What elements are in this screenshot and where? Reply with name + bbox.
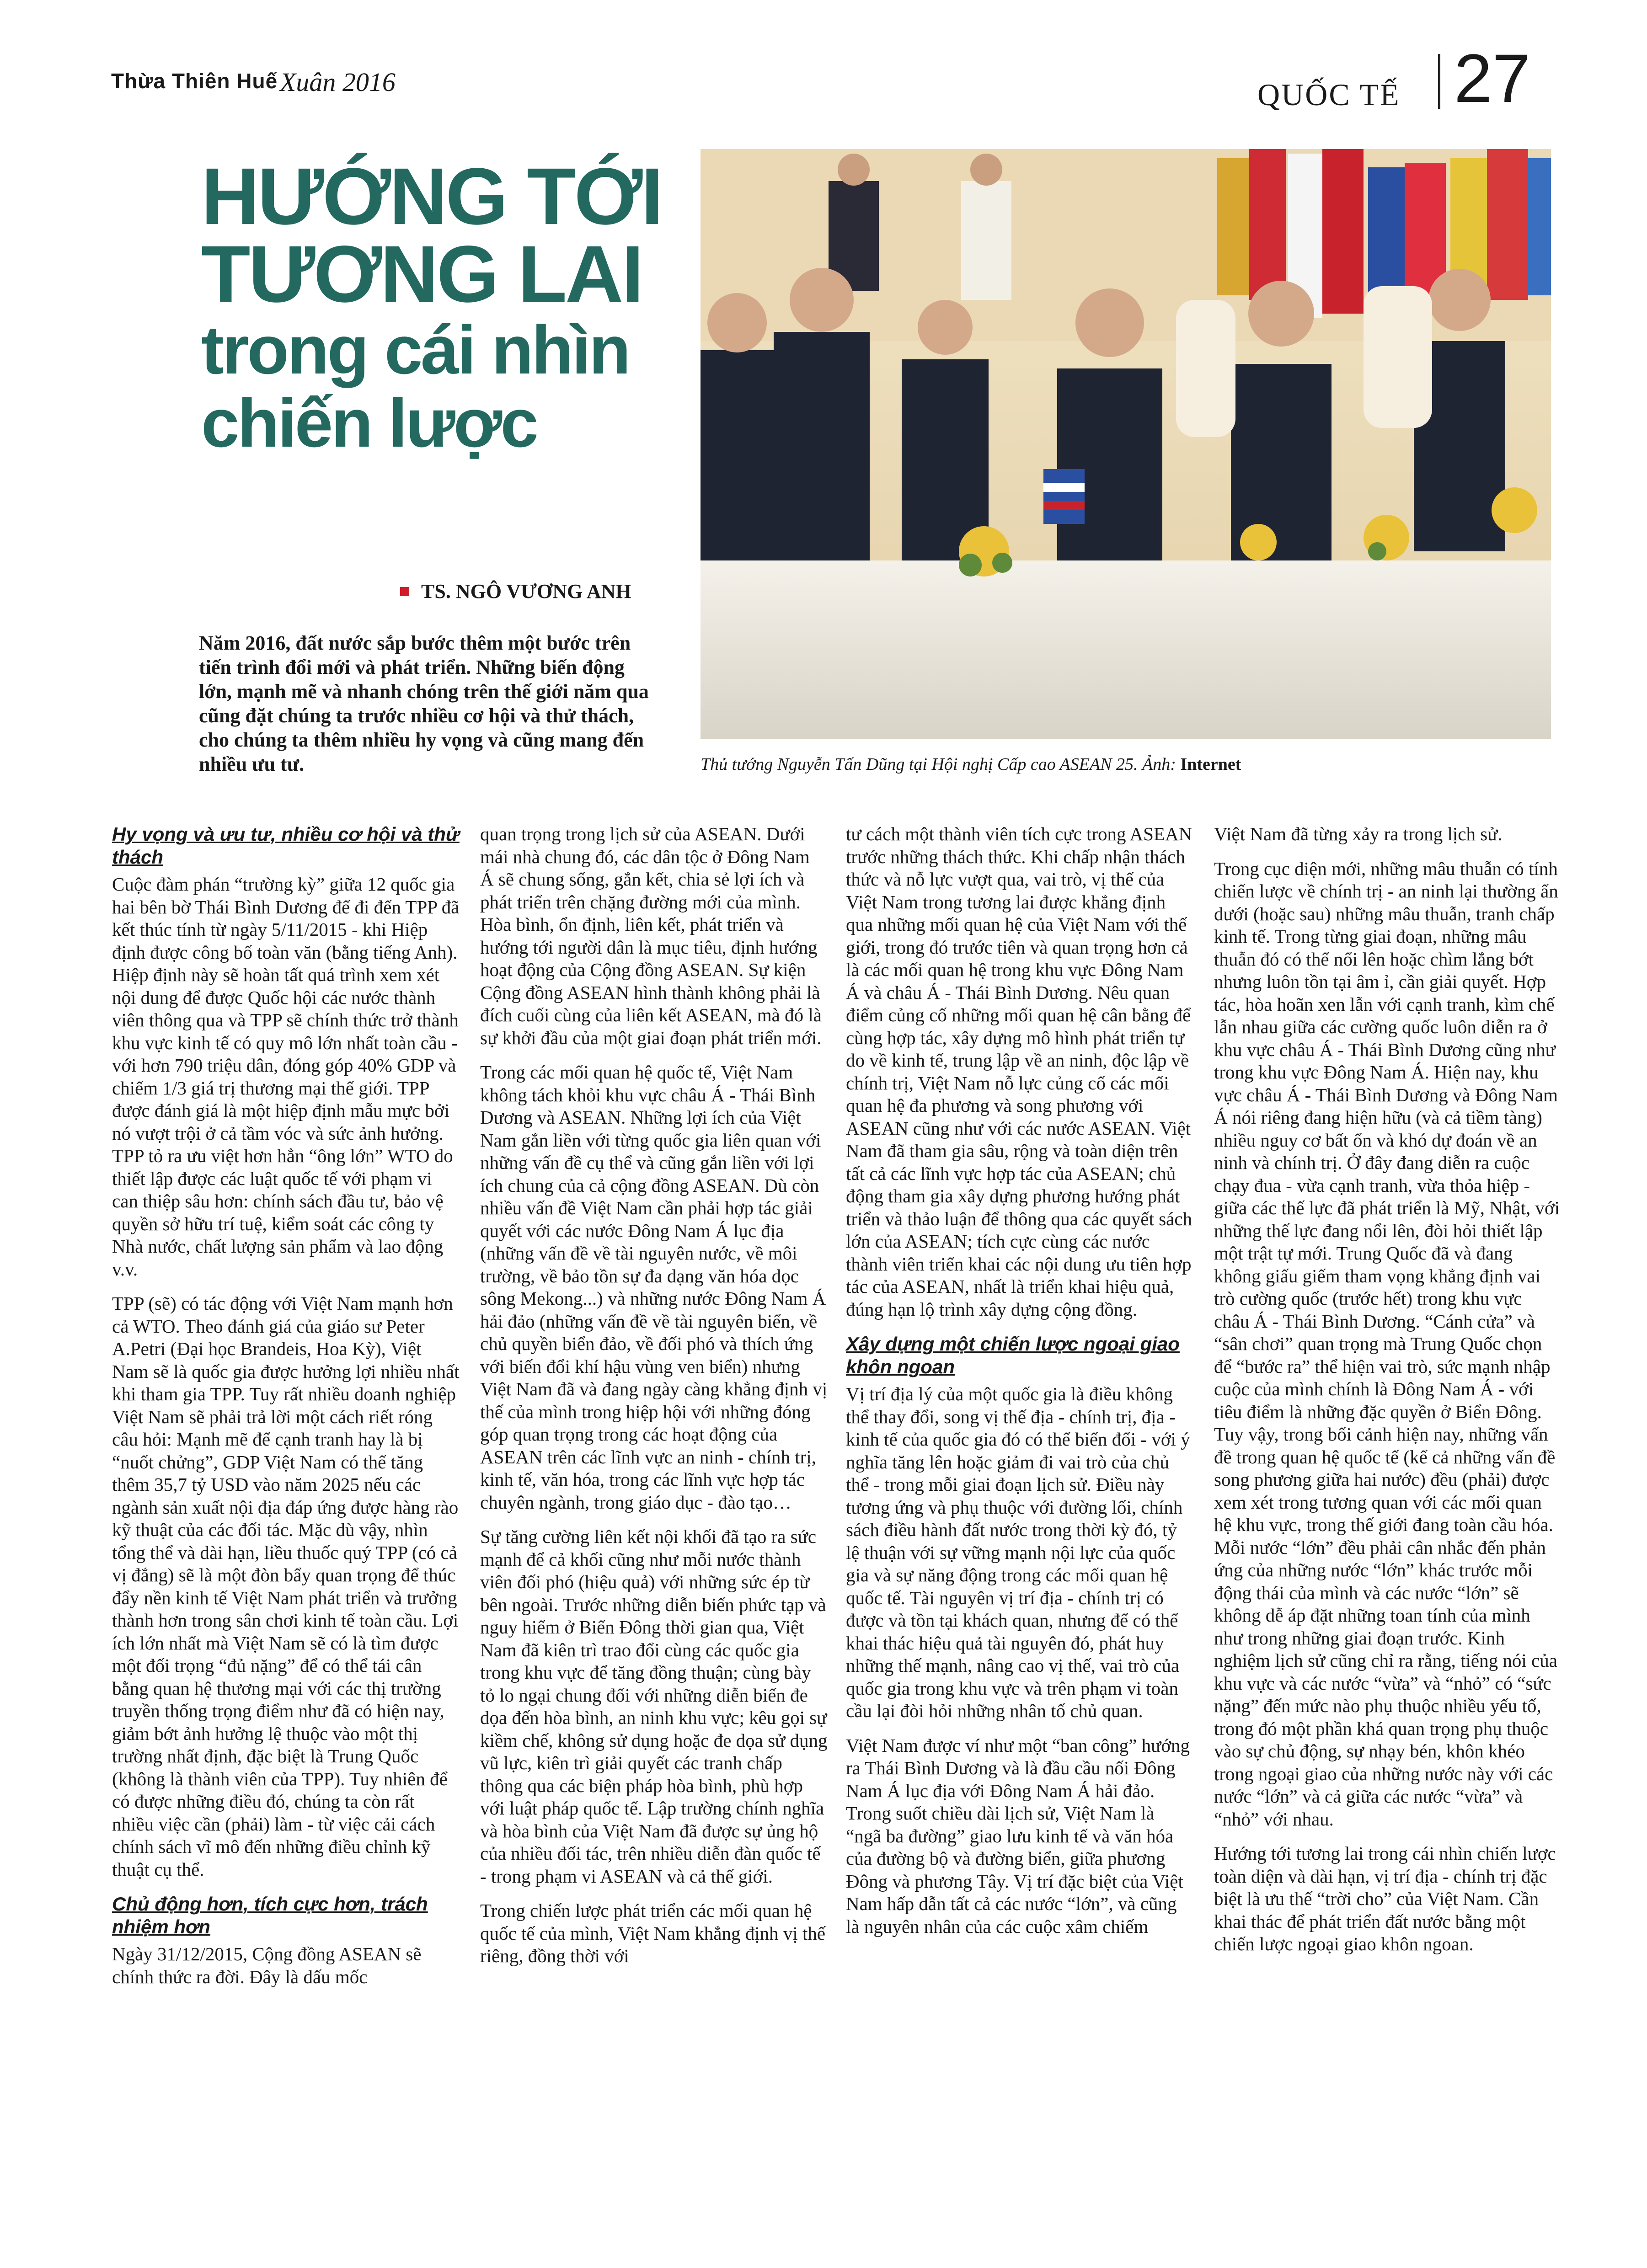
body-column-3	[846, 823, 1193, 1950]
page-number: 27	[1454, 40, 1530, 117]
title-line-4: chiến lược	[201, 384, 537, 461]
subheading-diplomatic-strategy: Xây dựng một chiến lược ngoại giao khôn ngoan	[846, 1333, 1180, 1377]
publication-name: Thừa Thiên Huế	[111, 69, 278, 93]
paragraph: Trong cục diện mới, những mâu thuẫn có tính chiến lược về chính trị - an ninh lại thường ẩn dưới (hoặc sau) những mâu thuẫn, tranh chấp kinh tế. Trong từng giai đoạn, những mâu thuẫn đó có thể nổi lên hoặc chìm lắng bớt nhưng luôn tồn tại âm ỉ, cần giải quyết. Hợp tác, hòa hoãn xen lẫn với cạnh tranh, kìm chế lẫn nhau giữa các cường quốc luôn diễn ra ở khu vực châu Á - Thái Bình Dương cũng như trong khu vực Đông Nam Á. Hiện nay, khu vực châu Á - Thái Bình Dương và Đông Nam Á nói riêng đang hiện hữu (và cả tiềm tàng) nhiều nguy cơ bất ổn và khó dự đoán về an ninh và chính trị. Ở đây đang diễn ra cuộc chạy đua - vừa cạnh tranh, vừa thỏa hiệp - giữa các thế lực đã phát triển là Mỹ, Nhật, với những thế lực đang nổi lên, đòi hỏi thiết lập một trật tự mới. Trung Quốc đã và đang không giấu giếm tham vọng khẳng định vai trò cường quốc (trước hết) trong khu vực châu Á - Thái Bình Dương. “Cánh cửa” và “sân chơi” quan trọng mà Trung Quốc chọn để “bước ra” thể hiện vai trò, sức mạnh nhập cuộc của mình chính là Đông Nam Á - với tiêu điểm là những đặc quyền ở Biển Đông. Tuy vậy, trong bối cảnh hiện nay, những vấn đề trong quan hệ quốc tế (kể cả những vấn đề song phương giữa hai nước) đều (phải) được xem xét trong tương quan với các mối quan hệ khu vực, trong thế giới đang toàn cầu hóa. Mỗi nước “lớn” đều phải cân nhắc đến phản ứng của những nước “lớn” khác trước mỗi động thái của mình và các nước “lớn” sẽ không dễ áp đặt những toan tính của mình như trong những giai đoạn trước. Kinh nghiệm lịch sử cũng chỉ ra rằng, tiếng nói của khu vực và các nước “vừa” và “nhỏ” có “sức nặng” đến mức nào phụ thuộc nhiều yếu tố, trong đó một phần khá quan trọng phụ thuộc vào sự chủ động, sự nhạy bén, khôn khéo trong ngoại giao của những nước này với các nước “lớn” và cả giữa các nước “vừa” và “nhỏ” với nhau.	[1214, 858, 1560, 1830]
summit-photo	[701, 149, 1551, 739]
title-line-1: HƯỚNG TỚI	[201, 152, 662, 241]
paragraph: Ngày 31/12/2015, Cộng đồng ASEAN sẽ chính thức ra đời. Đây là dấu mốc	[112, 1943, 422, 1987]
section-label: QUỐC TẾ	[1257, 77, 1401, 112]
body-column-1	[112, 823, 460, 2000]
subheading-hope-and-concern: Hy vọng và ưu tư, nhiều cơ hội và thử thách	[112, 823, 460, 868]
paragraph: tư cách một thành viên tích cực trong ASEAN trước những thách thức. Khi chấp nhận thách thức và nỗ lực vượt qua, vai trò, vị thế của Việt Nam trong tương lai được khẳng định qua những mối quan hệ của Việt Nam với thế giới, trong đó trước tiên và quan trọng hơn cả là các mối quan hệ trong khu vực Đông Nam Á và châu Á - Thái Bình Dương. Nêu quan điểm củng cố những mối quan hệ cân bằng để cùng hợp tác, xây dựng mô hình phát triển tự do về kinh tế, trung lập về an ninh, độc lập về chính trị, Việt Nam nỗ lực củng cố các mối quan hệ đa phương và song phương với ASEAN cũng như với các nước ASEAN. Việt Nam đã tham gia sâu, rộng và toàn diện trên tất cả các lĩnh vực hợp tác của ASEAN; chủ động tham gia xây dựng phương hướng phát triển và thảo luận để thông qua các quyết sách lớn của ASEAN; tích cực cùng các nước thành viên triển khai các nội dung ưu tiên hợp tác của ASEAN, nhất là triển khai hiệu quả, đúng hạn lộ trình xây dựng cộng đồng.	[846, 823, 1192, 1320]
author-name: TS. NGÔ VƯƠNG ANH	[421, 580, 631, 603]
paragraph: Cuộc đàm phán “trường kỳ” giữa 12 quốc gia hai bên bờ Thái Bình Dương để đi đến TPP đã kết thúc tính từ ngày 5/11/2015 - khi Hiệp định được công bố toàn văn (bằng tiếng Anh). Hiệp định này sẽ hoàn tất quá trình xem xét nội dung để được Quốc hội các nước thành viên thông qua và TPP sẽ chính thức trở thành khu vực kinh tế có quy mô lớn nhất toàn cầu - với hơn 790 triệu dân, đóng góp 40% GDP và chiếm 1/3 giá trị thương mại thế giới. TPP được đánh giá là một hiệp định mẫu mực bởi nó vượt trội ở cả tầm vóc và sức ảnh hưởng. TPP tỏ ra ưu việt hơn hẳn “ông lớn” WTO do thiết lập được các luật quốc tế với phạm vi can thiệp sâu hơn: chính sách đầu tư, bảo vệ quyền sở hữu trí tuệ, kiểm soát các công ty Nhà nước, chất lượng sản phẩm và lao động v.v.	[112, 874, 460, 1280]
author-byline	[400, 580, 631, 603]
paragraph: Sự tăng cường liên kết nội khối đã tạo ra sức mạnh để cả khối cũng như mỗi nước thành viên đối phó (hiệu quả) với những sức ép từ bên ngoài. Trước những diễn biến phức tạp và nguy hiểm ở Biển Đông thời gian qua, Việt Nam đã kiên trì trao đổi cùng các quốc gia trong khu vực để tăng đồng thuận; cùng bày tỏ lo ngại chung đối với những diễn biến đe dọa đến hòa bình, an ninh khu vực; kêu gọi sự kiềm chế, không sử dụng hoặc đe dọa sử dụng vũ lực, kiên trì giải quyết các tranh chấp thông qua các biện pháp hòa bình, phù hợp với luật pháp quốc tế. Lập trường chính nghĩa và hòa bình của Việt Nam đã được sự ủng hộ của nhiều đối tác, trên nhiều diễn đàn quốc tế - trong phạm vi ASEAN và cả thế giới.	[480, 1526, 828, 1887]
paragraph: Vị trí địa lý của một quốc gia là điều không thể thay đổi, song vị thế địa - chính trị, địa - kinh tế của quốc gia đó có thể biến đổi - với ý nghĩa tăng lên hoặc giảm đi vai trò của chủ thể - trong mỗi giai đoạn lịch sử. Điều này tương ứng và phụ thuộc với đường lối, chính sách điều hành đất nước trong thời kỳ đó, tỷ lệ thuận với sự vững mạnh nội lực của quốc gia và sự năng động trong các mối quan hệ quốc tế. Tài nguyên vị trí địa - chính trị có được và tồn tại khách quan, nhưng để có thể khai thác hiệu quả tài nguyên đó, phát huy những thế mạnh, nâng cao vị thế, vai trò của quốc gia trong khu vực và trên phạm vi toàn cầu lại đòi hỏi những nhân tố chủ quan.	[846, 1383, 1190, 1721]
paragraph: Việt Nam được ví như một “ban công” hướng ra Thái Bình Dương và là đầu cầu nối Đông Nam Á lục địa với Đông Nam Á hải đảo. Trong suốt chiều dài lịch sử, Việt Nam là “ngã ba đường” giao lưu kinh tế và văn hóa của đường bộ và đường biển, giữa phương Đông và phương Tây. Vị trí đặc biệt của Việt Nam hấp dẫn tất cả các nước “lớn”, và cũng là nguyên nhân của các cuộc xâm chiếm	[846, 1734, 1190, 1937]
credit-source: Internet	[1180, 755, 1241, 774]
title-line-2: TƯƠNG LAI	[201, 229, 642, 319]
body-column-2	[480, 823, 828, 1980]
credit-label: Ảnh:	[1142, 755, 1176, 774]
paragraph: Hướng tới tương lai trong cái nhìn chiến lược toàn diện và dài hạn, vị trí địa - chính trị đặc biệt là ưu thế “trời cho” của Việt Nam. Cần khai thác để phát triển đất nước bằng một chiến lược ngoại giao khôn ngoan.	[1214, 1843, 1556, 1954]
paragraph: quan trọng trong lịch sử của ASEAN. Dưới mái nhà chung đó, các dân tộc ở Đông Nam Á sẽ chung sống, gắn kết, chia sẻ lợi ích và phát triển trên chặng đường mới của mình. Hòa bình, ổn định, liên kết, phát triển và hướng tới người dân là mục tiêu, định hướng hoạt động của Cộng đồng ASEAN. Sự kiện Cộng đồng ASEAN hình thành không phải là đích cuối cùng của liên kết ASEAN, mà đó là sự khởi đầu của một giai đoạn phát triển mới.	[480, 823, 822, 1048]
issue-label: Xuân 2016	[280, 67, 396, 97]
header-divider	[1438, 54, 1440, 109]
paragraph: Trong chiến lược phát triển các mối quan hệ quốc tế của mình, Việt Nam khẳng định vị thế riêng, đồng thời với	[480, 1900, 826, 1966]
body-column-4	[1214, 823, 1561, 1968]
subheading-proactive: Chủ động hơn, tích cực hơn, trách nhiệm hơn	[112, 1893, 428, 1937]
article-title	[201, 152, 713, 461]
paragraph: Trong các mối quan hệ quốc tế, Việt Nam không tách khỏi khu vực châu Á - Thái Bình Dương và ASEAN. Những lợi ích của Việt Nam gắn liền với từng quốc gia liên quan với những vấn đề cụ thể và cũng gắn liền với lợi ích chung của cả cộng đồng ASEAN. Dù còn nhiều vấn đề Việt Nam cần phải hợp tác giải quyết với các nước Đông Nam Á lục địa (những vấn đề về tài nguyên nước, về môi trường, về bảo tồn sự đa dạng văn hóa dọc sông Mekong...) và những nước Đông Nam Á hải đảo (những vấn đề về tài nguyên biển, về chủ quyền biển đảo, về đối phó và thích ứng với biến đổi khí hậu vùng ven biển) nhưng Việt Nam đã và đang ngày càng khẳng định vị thế của mình trong hiệp hội với những đóng góp quan trọng trong các hoạt động của ASEAN trên các lĩnh vực an ninh - chính trị, kinh tế, văn hóa, trong các lĩnh vực hợp tác chuyên ngành, trong giáo dục - đào tạo…	[480, 1062, 828, 1513]
title-line-3: trong cái nhìn	[201, 311, 629, 388]
article-lead: Năm 2016, đất nước sắp bước thêm một bước trên tiến trình đổi mới và phát triển. Những biến động lớn, mạnh mẽ và nhanh chóng trên thế giới năm qua cũng đặt chúng ta trước nhiều cơ hội và thử thách, cho chúng ta thêm nhiều hy vọng và cũng mang đến nhiều ưu tư.	[199, 632, 649, 775]
paragraph: TPP (sẽ) có tác động với Việt Nam mạnh hơn cả WTO. Theo đánh giá của giáo sư Peter A.Petri (Đại học Brandeis, Hoa Kỳ), Việt Nam sẽ là quốc gia được hưởng lợi nhiều nhất khi tham gia TPP. Tuy rất nhiều doanh nghiệp Việt Nam sẽ phải trả lời một cách riết róng câu hỏi: Mạnh mẽ để cạnh tranh hay là bị “nuốt chửng”, GDP Việt Nam có thể tăng thêm 35,7 tỷ USD vào năm 2025 nếu các ngành sản xuất nội địa đáp ứng được hàng rào kỹ thuật của các đối tác. Mặc dù vậy, nhìn tổng thể và dài hạn, liều thuốc quý TPP (có cả vị đắng) sẽ là một đòn bẩy quan trọng để thúc đẩy nền kinh tế Việt Nam phát triển và trưởng thành hơn trong sân chơi kinh tế toàn cầu. Lợi ích lớn nhất mà Việt Nam sẽ có là tìm được một đối trọng “đủ nặng” để có thể tái cân bằng quan hệ thương mại với các thị trường truyền thống trọng điểm như đã có hiện nay, giảm bớt ảnh hưởng lệ thuộc vào một thị trường nhất định, đặc biệt là Trung Quốc (không là thành viên của TPP). Tuy nhiên để có được những điều đó, chúng ta còn rất nhiều việc cần (phải) làm - từ việc cải cách chính sách vĩ mô đến những điều chỉnh kỹ thuật cụ thể.	[112, 1293, 460, 1880]
byline-marker-icon	[400, 587, 409, 596]
photo-caption	[701, 754, 1551, 774]
paragraph: Việt Nam đã từng xảy ra trong lịch sử.	[1214, 823, 1503, 844]
caption-text: Thủ tướng Nguyễn Tấn Dũng tại Hội nghị Cấp cao ASEAN 25.	[701, 755, 1138, 774]
